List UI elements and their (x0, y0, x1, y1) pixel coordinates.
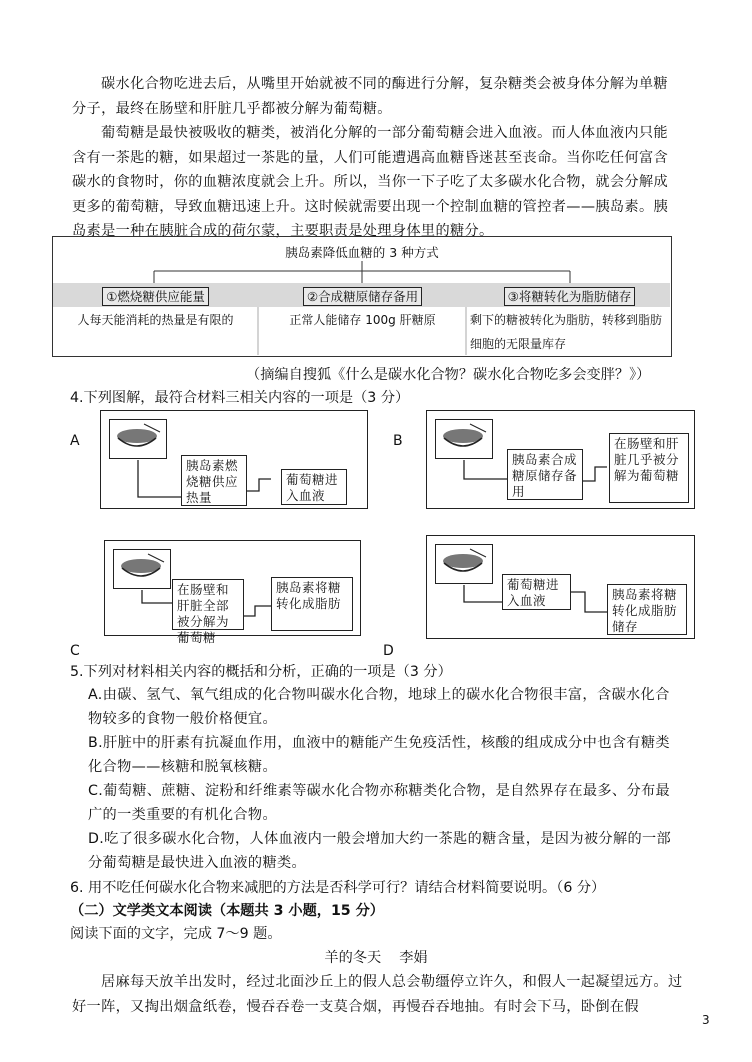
q5-option-a: A.由碳、氢气、氧气组成的化合物叫碳水化合物，地球上的碳水化合物很丰富，含碳水化合物较多的食物一般价格便宜。 (88, 687, 670, 727)
option-d-figure (426, 535, 695, 639)
story-text: 居麻每天放羊出发时，经过北面沙丘上的假人总会勒缰停立许久，和假人一起凝望远方。过好一阵，又掏出烟盒纸卷，慢吞吞卷一支莫合烟，再慢吞吞地抽。有时会下马，卧倒在假 (72, 974, 683, 1015)
q5-option-b: B.肝脏中的肝素有抗凝血作用，血液中的糖能产生免疫活性，核酸的组成成分中也含有糖类化合物——核糖和脱氧核糖。 (88, 735, 670, 775)
question-6: 6. 用不吃任何碳水化合物来减肥的方法是否科学可行？请结合材料简要说明。（6 分） (70, 880, 606, 896)
source-citation: （摘编自搜狐《什么是碳水化合物？碳水化合物吃多会变胖？》） (246, 367, 651, 383)
page-number: 3 (702, 1013, 710, 1027)
detail-1: 人每天能消耗的热量是有限的 (77, 313, 234, 327)
detail-3: 剩下的糖被转化为脂肪，转移到脂肪细胞的无限量库存 (470, 313, 663, 351)
option-a-figure (100, 410, 368, 509)
way-1: ①燃烧糖供应能量 (58, 287, 253, 306)
q5-option-d: D.吃了很多碳水化合物，人体血液内一般会增加大约一茶匙的糖含量，是因为被分解的一部分葡萄糖是最快进入血液的糖类。 (88, 831, 672, 871)
q5-option-c: C.葡萄糖、蔗糖、淀粉和纤维素等碳水化合物亦称糖类化合物，是自然界存在最多、分布最广的一类重要的有机化合物。 (88, 783, 671, 823)
option-a-box-1: 胰岛素燃烧糖供应热量 (181, 455, 247, 506)
option-a-box-2: 葡萄糖进入血液 (281, 469, 347, 505)
way-2: ②合成糖原储存备用 (265, 287, 460, 306)
option-c-label: C (70, 643, 80, 659)
option-c-box-2: 胰岛素将糖转化成脂肪 (271, 577, 353, 631)
option-a-label: A (70, 433, 80, 449)
option-b-figure (426, 410, 695, 509)
option-c-figure (104, 540, 361, 645)
way-3: ③将糖转化为脂肪储存 (472, 287, 667, 306)
option-c-box-1: 在肠壁和肝脏全部被分解为葡萄糖 (172, 579, 244, 630)
question-4: 4.下列图解，最符合材料三相关内容的一项是（3 分） (70, 390, 410, 406)
instruction: 阅读下面的文字，完成 7～9 题。 (70, 926, 282, 942)
paragraph-1: 碳水化合物吃进去后，从嘴里开始就被不同的酶进行分解，复杂糖类会被身体分解为单糖分子，最终在肠壁和肝脏几乎都被分解为葡萄糖。 (72, 76, 668, 117)
detail-2: 正常人能储存 100g 肝糖原 (289, 313, 436, 327)
option-b-label: B (393, 433, 403, 449)
question-5: 5.下列对材料相关内容的概括和分析，正确的一项是（3 分） (70, 664, 452, 680)
story-title: 羊的冬天 李娟 (324, 950, 428, 966)
option-b-box-2: 在肠壁和肝脏几乎被分解为葡萄糖 (609, 433, 689, 503)
section-heading: （二）文学类文本阅读（本题共 3 小题，15 分） (70, 903, 384, 919)
paragraph-2: 葡萄糖是最快被吸收的糖类，被消化分解的一部分葡萄糖会进入血液。而人体血液内只能含有一茶匙的糖，如果超过一茶匙的量，人们可能遭遇高血糖昏迷甚至丧命。当你吃任何富含碳水的食物时，你的血糖浓度就会上升。所以，当你一下子吃了太多碳水化合物，就会分解成更多的葡萄糖，导致血糖迅速上升。这时候就需要出现一个控制血糖的管控者——胰岛素。胰岛素是一种在胰脏合成的荷尔蒙，主要职责是处理身体里的糖分。 (72, 125, 669, 239)
diagram-title: 胰岛素降低血糖的 3 种方式 (285, 245, 439, 260)
option-d-box-1: 葡萄糖进入血液 (502, 574, 571, 610)
option-b-box-1: 胰岛素合成糖原储存备用 (507, 449, 583, 500)
option-d-box-2: 胰岛素将糖转化成脂肪储存 (607, 584, 687, 635)
option-d-label: D (383, 643, 394, 659)
